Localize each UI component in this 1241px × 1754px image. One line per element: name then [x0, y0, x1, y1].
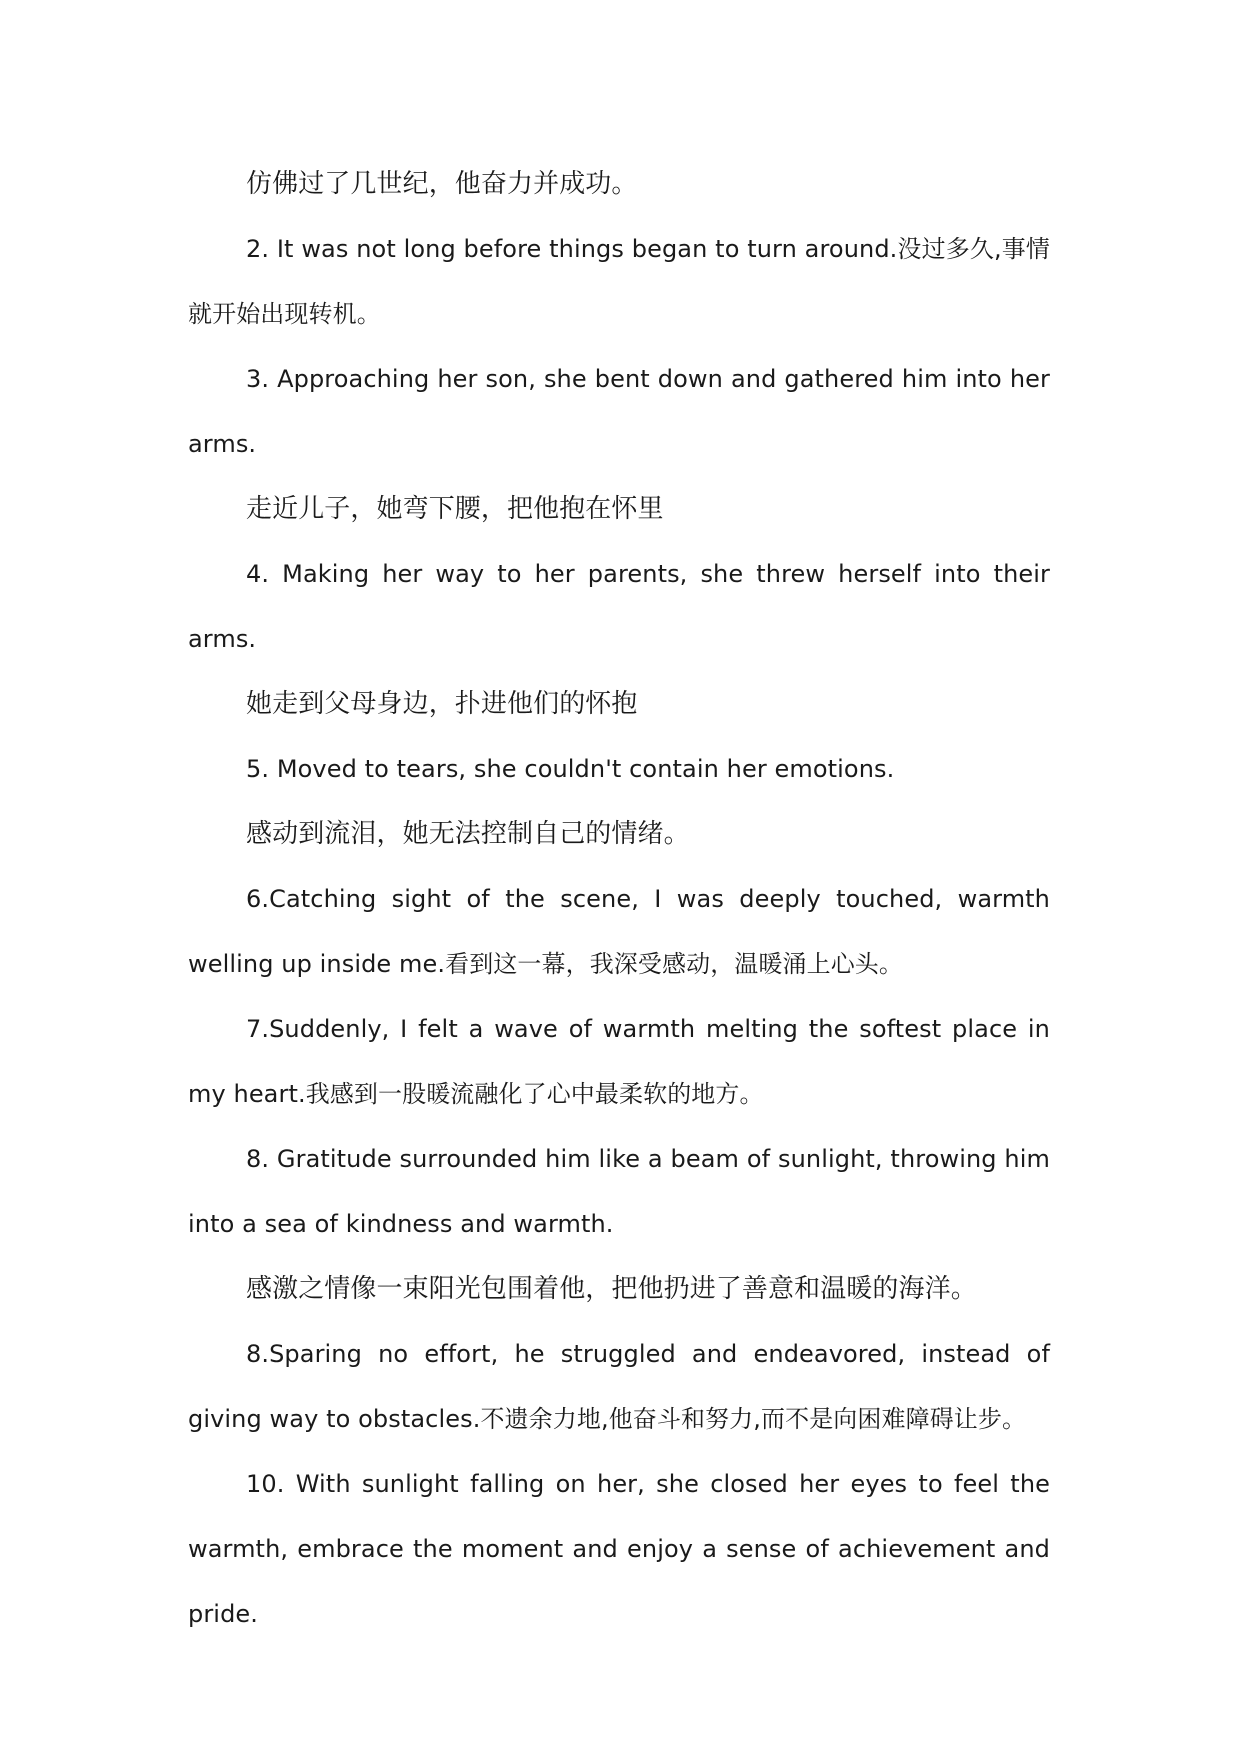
- paragraph-2: 2. It was not long before things began to turn around.没过多久,事情就开始出现转机。: [188, 235, 1050, 328]
- paragraph-5: 4. Making her way to her parents, she threw herself into their arms.: [188, 560, 1050, 653]
- paragraph-11: 8. Gratitude surrounded him like a beam of sunlight, throwing him into a sea of kindness and warmth.: [188, 1145, 1050, 1238]
- paragraph-6: 她走到父母身边，扑进他们的怀抱: [246, 689, 638, 719]
- paragraph-8: 感动到流泪，她无法控制自己的情绪。: [246, 819, 690, 849]
- paragraph-13: 8.Sparing no effort, he struggled and endeavored, instead of giving way to obstacles.不遗余力地,他奋斗和努力,而不是向困难障碍让步。: [188, 1340, 1050, 1433]
- document-body: [188, 152, 1050, 1647]
- paragraph-1: 仿佛过了几世纪，他奋力并成功。: [246, 169, 638, 199]
- paragraph-12: 感激之情像一束阳光包围着他，把他扔进了善意和温暖的海洋。: [246, 1274, 977, 1304]
- paragraph-9: 6.Catching sight of the scene, I was deeply touched, warmth welling up inside me.看到这一幕，我深受感动，温暖涌上心头。: [188, 885, 1050, 978]
- paragraph-14: 10. With sunlight falling on her, she closed her eyes to feel the warmth, embrace the moment and enjoy a sense of achievement and pride.: [188, 1470, 1050, 1628]
- paragraph-10: 7.Suddenly, I felt a wave of warmth melting the softest place in my heart.我感到一股暖流融化了心中最柔软的地方。: [188, 1015, 1050, 1108]
- paragraph-7: 5. Moved to tears, she couldn't contain her emotions.: [246, 755, 895, 783]
- paragraph-3: 3. Approaching her son, she bent down and gathered him into her arms.: [188, 365, 1050, 458]
- paragraph-4: 走近儿子，她弯下腰，把他抱在怀里: [246, 494, 664, 524]
